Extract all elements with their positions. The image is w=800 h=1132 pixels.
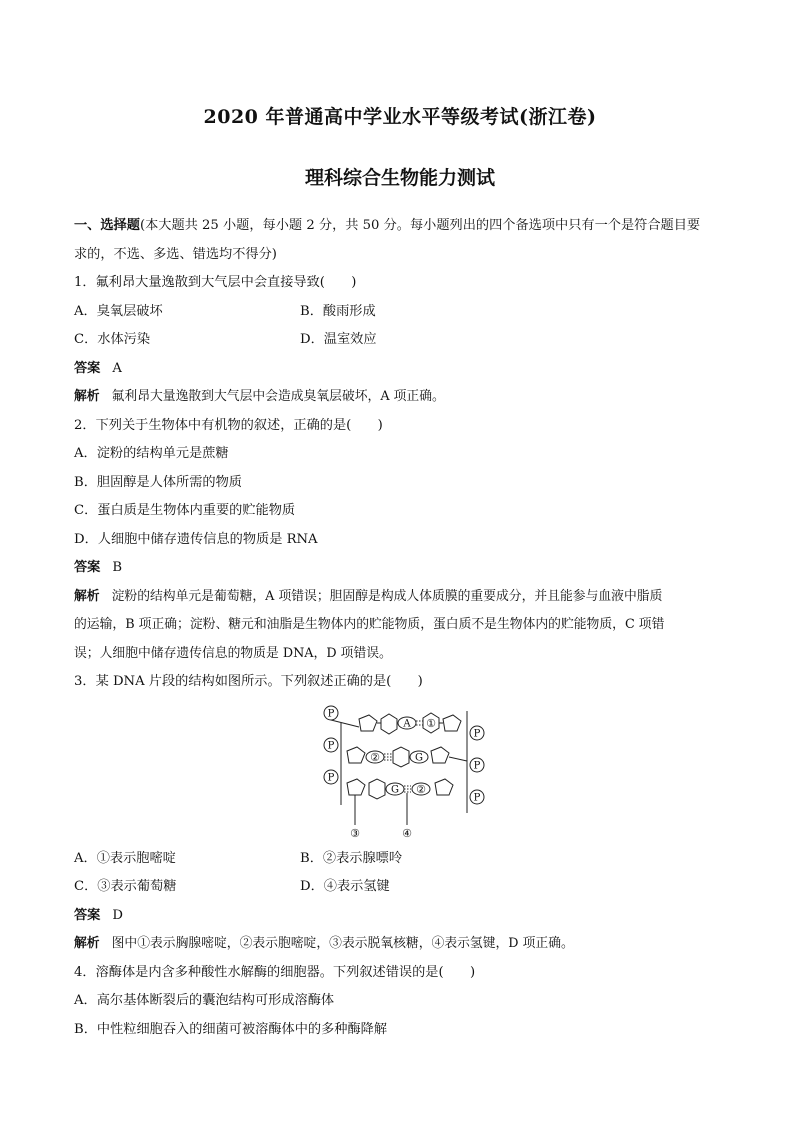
exam-content bbox=[74, 212, 734, 1044]
option-a: A．高尔基体断裂后的囊泡结构可形成溶酶体 bbox=[74, 993, 335, 1008]
section-instruction-text: (本大题共 25 小题，每小题 2 分，共 50 分。每小题列出的四个备选项中只有一个是符合题目要 bbox=[139, 218, 701, 233]
option-d: D．温室效应 bbox=[300, 332, 377, 347]
question-1-options-row2 bbox=[74, 326, 734, 355]
explanation-label: 解析 bbox=[74, 389, 100, 404]
explanation-label: 解析 bbox=[74, 936, 100, 951]
base-g-label: G bbox=[415, 752, 423, 763]
answer-label: 答案 bbox=[74, 360, 101, 376]
answer-label: 答案 bbox=[74, 560, 101, 575]
base-a-label: A bbox=[403, 718, 411, 729]
answer-value: A bbox=[112, 360, 122, 376]
option-b: B．②表示腺嘌呤 bbox=[300, 850, 403, 866]
question-4-stem: 4．溶酶体是内含多种酸性水解酶的细胞器。下列叙述错误的是( ) bbox=[74, 964, 476, 980]
answer-value: B bbox=[112, 560, 123, 575]
question-2-explanation bbox=[74, 583, 734, 612]
phosphate-label: P bbox=[473, 760, 481, 771]
option-d: D．人细胞中储存遗传信息的物质是 RNA bbox=[74, 531, 318, 547]
sugar-pentagon bbox=[359, 715, 377, 731]
section-heading: 一、选择题 bbox=[74, 218, 140, 233]
bond-line bbox=[449, 757, 467, 761]
question-1-explanation bbox=[74, 383, 734, 412]
label-1: ① bbox=[426, 716, 436, 730]
section-instruction bbox=[74, 212, 734, 241]
question-1-options-row1 bbox=[74, 298, 734, 327]
phosphate-label: P bbox=[327, 708, 335, 719]
exam-title: 2020 年普通高中学业水平等级考试(浙江卷) bbox=[203, 106, 597, 128]
dna-structure-figure bbox=[74, 697, 734, 845]
answer-value: D bbox=[112, 907, 123, 923]
question-2-explanation-cont: 的运输，B 项正确；淀粉、糖元和油脂是生物体内的贮能物质，蛋白质不是生物体内的贮能物质，C 项错 bbox=[74, 617, 665, 632]
sugar-pentagon bbox=[431, 747, 449, 763]
sugar-pentagon bbox=[347, 779, 365, 795]
option-a: A．臭氧层破坏 bbox=[74, 303, 163, 319]
question-3-options-row1 bbox=[74, 845, 734, 874]
option-c: C．蛋白质是生物体内重要的贮能物质 bbox=[74, 503, 296, 518]
label-3: ③ bbox=[350, 826, 360, 840]
option-b: B．中性粒细胞吞入的细菌可被溶酶体中的多种酶降解 bbox=[74, 1021, 388, 1037]
question-1-stem: 1．氟利昂大量逸散到大气层中会直接导致( ) bbox=[74, 275, 357, 290]
question-3-stem: 3．某 DNA 片段的结构如图所示。下列叙述正确的是( ) bbox=[74, 674, 423, 689]
base-ring bbox=[369, 779, 385, 799]
explanation-label: 解析 bbox=[74, 588, 100, 604]
option-d: D．④表示氢键 bbox=[300, 879, 390, 894]
bond-line bbox=[331, 720, 359, 727]
base-ring bbox=[381, 714, 397, 734]
question-2-explanation-cont: 误；人细胞中储存遗传信息的物质是 DNA，D 项错误。 bbox=[74, 645, 392, 661]
question-3-options-row2 bbox=[74, 873, 734, 902]
question-3-explanation bbox=[74, 930, 734, 959]
exam-subtitle: 理科综合生物能力测试 bbox=[304, 167, 495, 189]
sugar-pentagon bbox=[347, 747, 365, 763]
label-2: ② bbox=[416, 782, 426, 796]
label-2: ② bbox=[370, 750, 380, 764]
sugar-pentagon bbox=[443, 715, 461, 731]
base-ring bbox=[393, 747, 409, 767]
option-b: B．胆固醇是人体所需的物质 bbox=[74, 474, 242, 490]
explanation-text: 图中①表示胸腺嘧啶，②表示胞嘧啶，③表示脱氧核糖，④表示氢键，D 项正确。 bbox=[111, 936, 574, 951]
question-2-stem: 2．下列关于生物体中有机物的叙述，正确的是( ) bbox=[74, 417, 383, 433]
phosphate-label: P bbox=[473, 792, 481, 803]
phosphate-label: P bbox=[327, 740, 335, 751]
explanation-text: 氟利昂大量逸散到大气层中会造成臭氧层破坏，A 项正确。 bbox=[111, 389, 445, 404]
option-b: B．酸雨形成 bbox=[300, 303, 376, 319]
phosphate-label: P bbox=[327, 772, 335, 783]
sugar-pentagon bbox=[435, 779, 453, 795]
phosphate-label: P bbox=[473, 728, 481, 739]
dna-diagram bbox=[319, 701, 489, 841]
explanation-text: 淀粉的结构单元是葡萄糖，A 项错误；胆固醇是构成人体质膜的重要成分，并且能参与血液中脂质 bbox=[111, 588, 663, 604]
section-instruction-cont: 求的，不选、多选、错选均不得分) bbox=[74, 246, 277, 262]
question-1-answer bbox=[74, 355, 734, 384]
option-c: C．③表示葡萄糖 bbox=[74, 879, 177, 894]
base-g-label: G bbox=[391, 784, 399, 795]
question-3-answer bbox=[74, 902, 734, 931]
option-a: A．淀粉的结构单元是蔗糖 bbox=[74, 446, 229, 461]
question-2-answer bbox=[74, 554, 734, 583]
label-4: ④ bbox=[402, 826, 412, 840]
option-c: C．水体污染 bbox=[74, 332, 151, 347]
option-a: A．①表示胞嘧啶 bbox=[74, 850, 176, 866]
answer-label: 答案 bbox=[74, 907, 101, 923]
